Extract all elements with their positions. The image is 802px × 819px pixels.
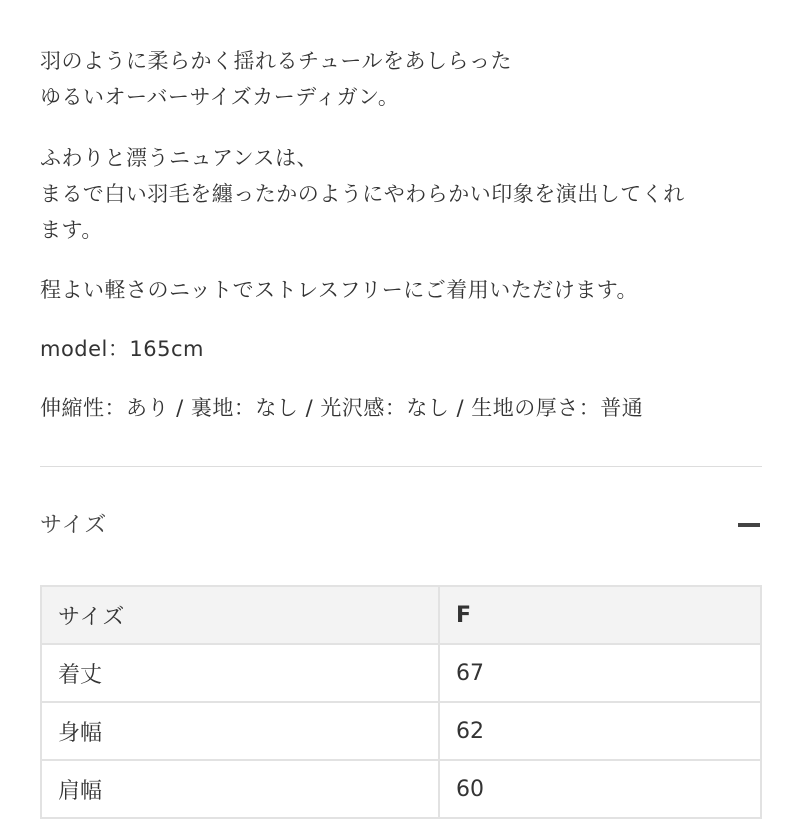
table-row: [41, 760, 761, 818]
size-accordion-header[interactable]: [40, 496, 762, 556]
table-header-row: [41, 586, 761, 644]
row-value: 60: [439, 760, 761, 818]
description-line: 羽のように柔らかく揺れるチュールをあしらった: [40, 49, 512, 73]
row-value: 62: [439, 702, 761, 760]
description-line: ゆるいオーバーサイズカーディガン。: [40, 85, 400, 109]
table-header-f: F: [439, 586, 761, 644]
section-divider: [40, 466, 762, 467]
row-label: 肩幅: [41, 760, 439, 818]
minus-icon[interactable]: [738, 523, 760, 527]
model-info: [40, 331, 204, 367]
row-value: 67: [439, 644, 761, 702]
description-line: まるで白い羽毛を纏ったかのようにやわらかい印象を演出してくれ: [40, 182, 685, 206]
model-height: model：165cm: [40, 337, 204, 361]
row-label: 身幅: [41, 702, 439, 760]
description-line: ます。: [40, 218, 103, 242]
description-paragraph-3: [40, 272, 638, 308]
table-row: [41, 644, 761, 702]
description-paragraph-2: [40, 140, 685, 248]
description-paragraph-1: [40, 43, 512, 115]
fabric-specs: [40, 390, 643, 426]
description-line: ふわりと漂うニュアンスは、: [40, 146, 319, 170]
table-header-size: サイズ: [41, 586, 439, 644]
row-label: 着丈: [41, 644, 439, 702]
size-section-title: サイズ: [40, 513, 108, 538]
table-row: [41, 702, 761, 760]
size-table: [40, 585, 762, 819]
description-line: 程よい軽さのニットでストレスフリーにご着用いただけます。: [40, 278, 639, 302]
fabric-specs-text: 伸縮性：あり / 裏地：なし / 光沢感：なし / 生地の厚さ：普通: [40, 396, 644, 420]
